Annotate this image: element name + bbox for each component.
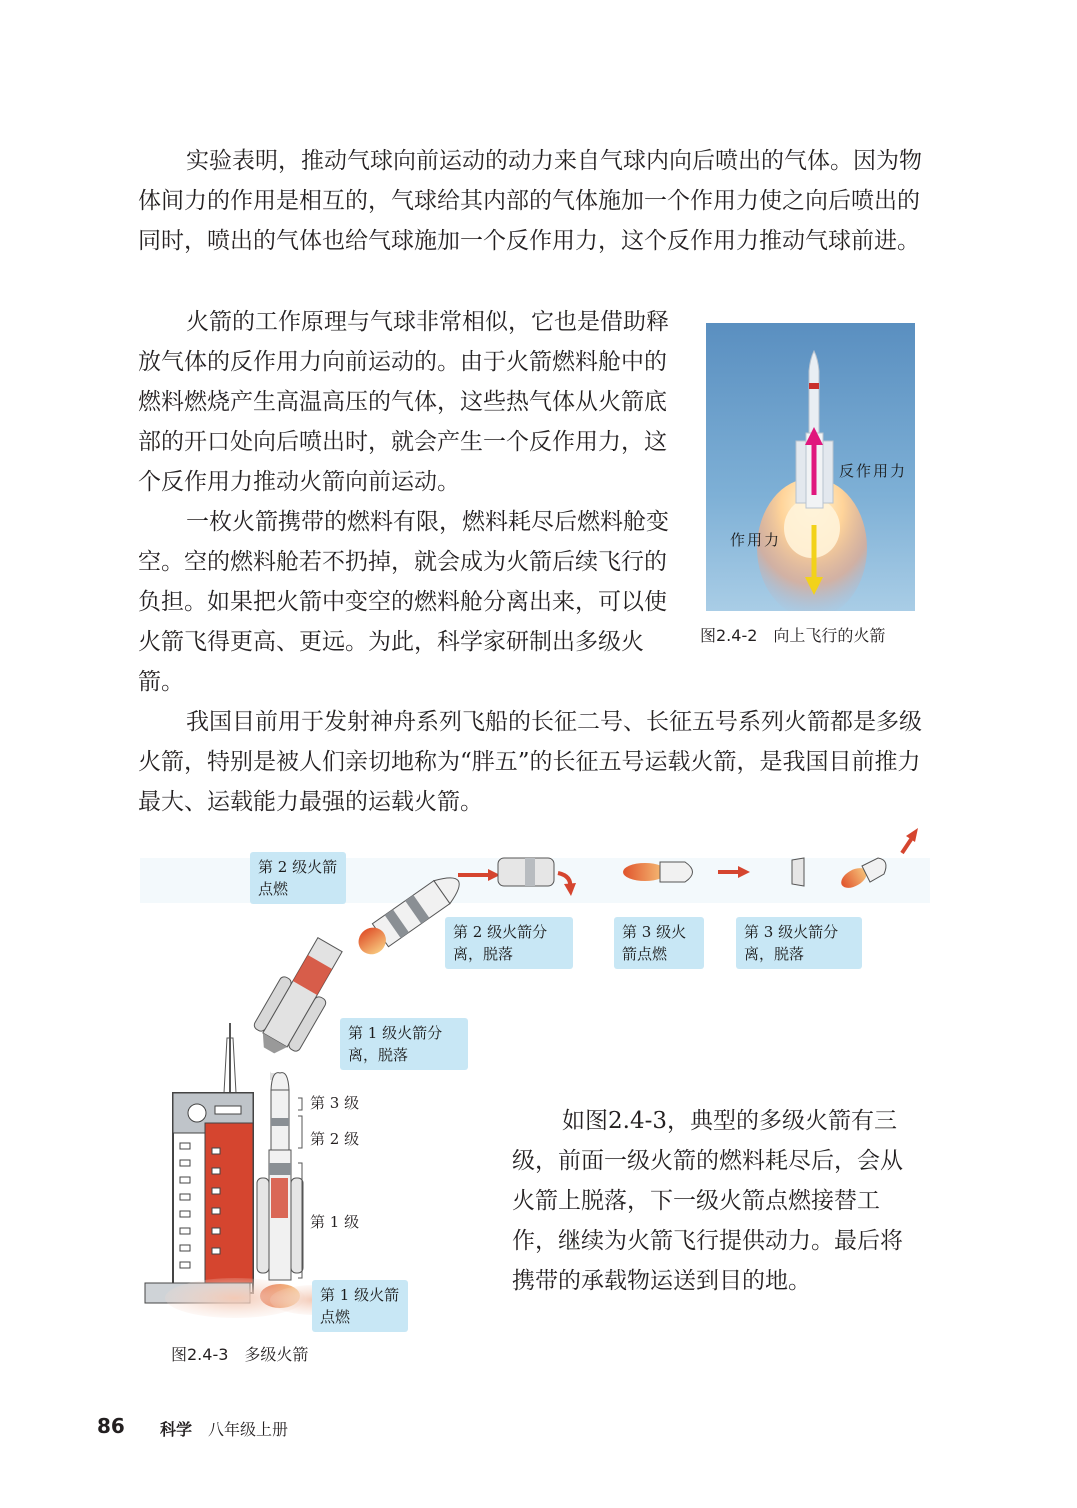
paragraph-fuel-tank: 一枚火箭携带的燃料有限，燃料耗尽后燃料舱变空。空的燃料舱若不扔掉，就会成为火箭后续飞行的负担。如果把火箭中变空的燃料舱分离出来，可以使火箭飞得更高、更远。为此，科学家研制出多级火箭。 bbox=[138, 509, 669, 695]
paragraph-experiment: 实验表明，推动气球向前运动的动力来自气球内向后喷出的气体。因为物体间力的作用是相互的，气球给其内部的气体施加一个作用力使之向后喷出的同时，喷出的气体也给气球施加一个反作用力，这个反作用力推动气球前进。 bbox=[138, 148, 922, 254]
callout-stage1-separate: 第 1 级火箭分离，脱落 bbox=[340, 1018, 468, 1070]
figure-caption-2-4-3: 图2.4-3 多级火箭 bbox=[171, 1345, 309, 1364]
callout-stage2-separate: 第 2 级火箭分离，脱落 bbox=[445, 917, 573, 969]
action-force-label: 作用力 bbox=[730, 531, 782, 549]
reaction-force-label: 反作用力 bbox=[839, 462, 908, 480]
callout-stage2-ignite: 第 2 级火箭点燃 bbox=[250, 852, 346, 904]
level-1-label: 第 1 级 bbox=[310, 1213, 360, 1231]
level-2-label: 第 2 级 bbox=[310, 1130, 360, 1148]
paragraph-long-march: 我国目前用于发射神舟系列飞船的长征二号、长征五号系列火箭都是多级火箭，特别是被人们亲切地称为“胖五”的长征五号运载火箭，是我国目前推力最大、运载能力最强的运载火箭。 bbox=[138, 709, 922, 815]
callout-stage1-ignite: 第 1 级火箭点燃 bbox=[312, 1280, 408, 1332]
paragraph-rocket-principle: 火箭的工作原理与气球非常相似，它也是借助释放气体的反作用力向前运动的。由于火箭燃料舱中的燃料燃烧产生高温高压的气体，这些热气体从火箭底部的开口处向后喷出时，就会产生一个反作用力，这个反作用力推动火箭向前运动。 bbox=[138, 309, 669, 495]
figure-caption-2-4-2: 图2.4-2 向上飞行的火箭 bbox=[700, 626, 886, 645]
paragraph-multistage: 如图2.4-3，典型的多级火箭有三级，前面一级火箭的燃料耗尽后，会从火箭上脱落，下一级火箭点燃接替工作，继续为火箭飞行提供动力。最后将携带的承载物运送到目的地。 bbox=[512, 1108, 903, 1294]
rocket-launch-photo bbox=[706, 323, 915, 611]
callout-stage3-separate: 第 3 级火箭分离，脱落 bbox=[736, 917, 862, 969]
callout-stage3-ignite: 第 3 级火箭点燃 bbox=[614, 917, 704, 969]
level-3-label: 第 3 级 bbox=[310, 1094, 360, 1112]
page-number: 86 bbox=[97, 1414, 125, 1438]
subject-label: 科学 bbox=[160, 1420, 193, 1439]
grade-label: 八年级上册 bbox=[208, 1420, 289, 1439]
